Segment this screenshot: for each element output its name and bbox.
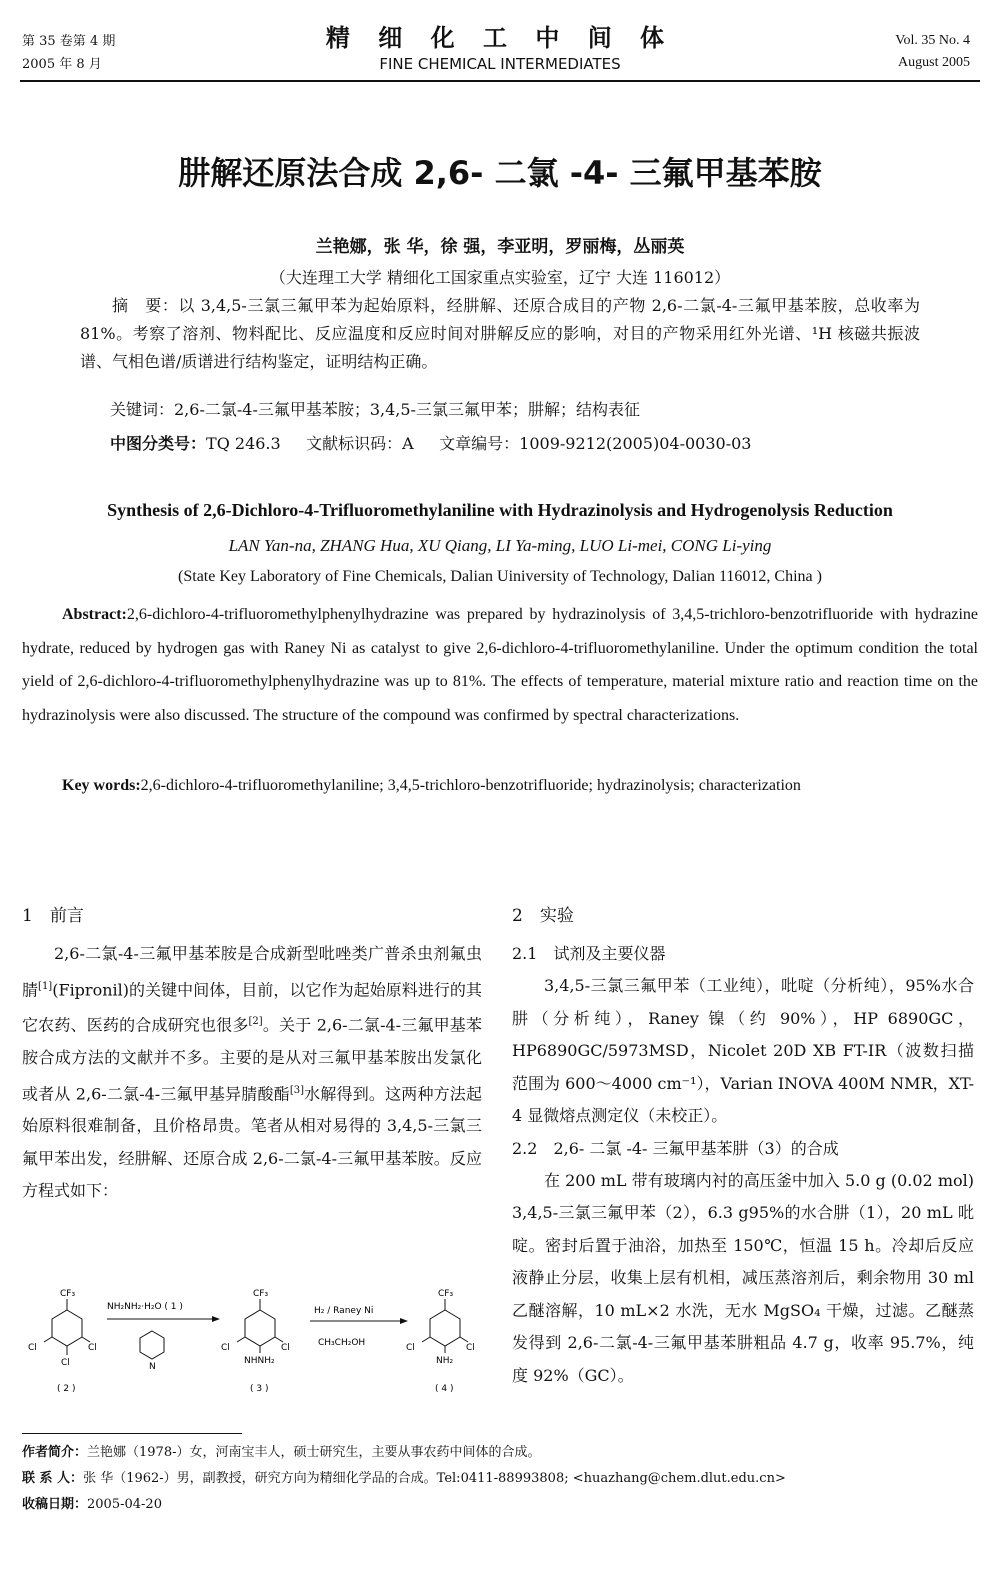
section-1-paragraph <box>22 938 482 1208</box>
keywords-en <box>22 769 978 803</box>
compound-2-cl-right: Cl <box>88 1343 97 1353</box>
compound-2-cl-left: Cl <box>28 1343 37 1353</box>
received-text: 2005-04-20 <box>87 1497 162 1512</box>
paper-title-en: Synthesis of 2,6-Dichloro-4-Trifluoromethylaniline with Hydrazinolysis and Hydrogenolysis Reduction <box>107 500 893 520</box>
author-bio-label: 作者简介： <box>22 1445 88 1460</box>
subsection-2-1-paragraph: 3,4,5-三氯三氟甲苯（工业纯），吡啶（分析纯），95%水合肼（分析纯），Raney 镍（约 90%），HP 6890GC，HP6890GC/5973MSD，Nicolet 20D XB FT-IR（波数扫描范围为 600～4000 cm⁻¹），Varian INOVA 400M NMR，XT-4 显微熔点测定仪（未校正）。 <box>512 976 974 1125</box>
keywords-en-label: Key words: <box>62 777 141 794</box>
keywords-cn: 关键词：2,6-二氯-4-三氟甲基苯胺；3,4,5-三氯三氟甲苯；肼解；结构表征 <box>110 400 640 419</box>
paper-title-cn: 肼解还原法合成 2,6- 二氯 -4- 三氟甲基苯胺 <box>178 154 822 192</box>
article-number-label: 文章编号： <box>439 434 520 453</box>
pyridine-structure <box>140 1331 164 1359</box>
received-date <box>22 1492 982 1518</box>
arrow-2-head <box>400 1318 408 1324</box>
pyridine-n: N <box>149 1362 156 1372</box>
compound-3-nhnh2: NHNH₂ <box>244 1356 275 1366</box>
compound-3-cf3: CF₃ <box>253 1289 269 1299</box>
footnote-divider <box>22 1433 242 1434</box>
intro-text-a: 2,6-二氯-4-三氟甲基苯胺是合成新型吡唑类广普杀虫剂氟虫腈 <box>22 944 482 999</box>
compound-4-nh2: NH₂ <box>436 1356 454 1366</box>
intro-text-b: (Fipronil)的关键中间体，目前，以它作为起始原料进行的其它农药、医药的合成研究也很多 <box>22 979 482 1035</box>
compound-2-cl-bottom: Cl <box>61 1358 70 1368</box>
doc-code-label: 文献标识码： <box>306 434 403 453</box>
section-1-heading: 1 前言 <box>22 906 84 926</box>
keywords-en-text: 2,6-dichloro-4-trifluoromethylaniline; 3,4,5-trichloro-benzotrifluoride; hydrazinolysis; characterization <box>140 777 801 794</box>
received-label: 收稿日期： <box>22 1497 88 1512</box>
compound-2-label: ( 2 ) <box>57 1384 76 1394</box>
affiliation-en: (State Key Laboratory of Fine Chemicals, Dalian Uiniversity of Technology, Dalian 116012, China ) <box>178 568 822 585</box>
abstract-en <box>22 598 978 732</box>
journal-masthead <box>300 18 700 73</box>
abstract-en-label: Abstract: <box>62 606 127 623</box>
intro-text-d: 水解得到。这两种方法起始原料很难制备，且价格昂贵。笔者从相对易得的 3,4,5-三氯三氟甲苯出发，经肼解、还原合成 2,6-二氯-4-三氟甲基苯胺。反应方程式如下： <box>22 1083 482 1201</box>
contact-info <box>22 1466 982 1492</box>
journal-name-cn: 精 细 化 工 中 间 体 <box>325 23 675 52</box>
citation-3[interactable]: [3] <box>289 1084 304 1096</box>
compound-3-cl-right: Cl <box>281 1343 290 1353</box>
header-volume-en <box>895 30 970 74</box>
compound-4-cf3: CF₃ <box>438 1289 454 1299</box>
compound-4-label: ( 4 ) <box>435 1384 454 1394</box>
authors-en: LAN Yan-na, ZHANG Hua, XU Qiang, LI Ya-ming, LUO Li-mei, CONG Li-ying <box>228 536 772 555</box>
affiliation-cn: （大连理工大学 精细化工国家重点实验室，辽宁 大连 116012） <box>269 268 731 287</box>
abstract-cn: 摘 要：以 3,4,5-三氯三氟甲苯为起始原料，经肼解、还原合成目的产物 2,6-二氯-4-三氟甲基苯胺，总收率为 81%。考察了溶剂、物料配比、反应温度和反应时间对肼解反应的影响，对目的产物采用红外光谱、¹H 核磁共振波谱、气相色谱/质谱进行结构鉴定，证明结构正确。 <box>80 296 920 371</box>
compound-2-cf3: CF₃ <box>60 1289 76 1299</box>
reaction-scheme <box>22 1283 492 1403</box>
classification-line <box>110 430 920 458</box>
header-divider <box>20 80 980 82</box>
volume-issue-en: Vol. 35 No. 4 <box>895 33 970 48</box>
footnotes <box>22 1440 982 1518</box>
citation-1[interactable]: [1] <box>38 980 53 992</box>
clc-label: 中图分类号： <box>110 434 207 453</box>
journal-name-en: FINE CHEMICAL INTERMEDIATES <box>379 55 621 73</box>
publish-date-cn: 2005 年 8 月 <box>22 57 102 72</box>
publish-date-en: August 2005 <box>898 55 970 70</box>
solvent-ethanol: CH₃CH₂OH <box>318 1338 366 1348</box>
right-column <box>512 900 974 1392</box>
intro-text-c: 。关于 2,6-二氯-4-三氟甲基苯胺合成方法的文献并不多。主要的是从对三氟甲基苯胺出发氯化或者从 2,6-二氯-4-三氟甲基异腈酸酯 <box>22 1015 482 1103</box>
compound-2-structure <box>44 1299 90 1355</box>
contact-label: 联 系 人： <box>22 1471 84 1486</box>
left-column <box>22 900 482 1208</box>
section-2-heading: 2 实验 <box>512 906 574 926</box>
compound-4-cl-right: Cl <box>466 1343 475 1353</box>
arrow-1-head <box>212 1316 220 1322</box>
authors-cn: 兰艳娜，张 华，徐 强，李亚明，罗丽梅，丛丽英 <box>315 237 685 257</box>
reagent-hydrazine: NH₂NH₂·H₂O ( 1 ) <box>107 1302 183 1312</box>
article-number-value: 1009-9212(2005)04-0030-03 <box>519 434 752 453</box>
clc-value: TQ 246.3 <box>206 434 281 453</box>
compound-4-structure <box>422 1299 468 1353</box>
author-bio <box>22 1440 982 1466</box>
contact-text: 张 华（1962-）男，副教授，研究方向为精细化学品的合成。Tel:0411-88993808; <huazhang@chem.dlut.edu.cn> <box>83 1471 786 1486</box>
compound-3-structure <box>237 1299 283 1353</box>
subsection-2-2-heading: 2.2 2,6- 二氯 -4- 三氟甲基苯肼（3）的合成 <box>512 1138 839 1158</box>
compound-3-label: ( 3 ) <box>250 1384 269 1394</box>
reagent-hydrogen: H₂ / Raney Ni <box>314 1306 374 1316</box>
compound-3-cl-left: Cl <box>221 1343 230 1353</box>
citation-2[interactable]: [2] <box>248 1016 263 1028</box>
compound-4-cl-left: Cl <box>406 1343 415 1353</box>
subsection-2-1-heading: 2.1 试剂及主要仪器 <box>512 944 666 963</box>
author-bio-text: 兰艳娜（1978-）女，河南宝丰人，硕士研究生，主要从事农药中间体的合成。 <box>87 1445 541 1460</box>
abstract-en-text: 2,6-dichloro-4-trifluoromethylphenylhydrazine was prepared by hydrazinolysis of 3,4,5-trichloro-benzotrifluoride with hydrazine hydrate, reduced by hydrogen gas with Raney Ni as catalyst to give 2,6-dichloro-4-trifluoromethylaniline. Under the optimum condition the total yield of 2,6-dichloro-4-trifluoromethylphenylhydrazine was up to 81%. The effects of temperature, material mixture ratio and reaction time on the hydrazinolysis were also discussed. The structure of the compound was confirmed by spectral characterizations. <box>22 606 978 724</box>
volume-issue-cn: 第 35 卷第 4 期 <box>22 34 116 49</box>
subsection-2-2-paragraph: 在 200 mL 带有玻璃内衬的高压釜中加入 5.0 g (0.02 mol) 3,4,5-三氯三氟甲苯（2），6.3 g95%的水合肼（1），20 mL 吡啶。密封后置于油浴，加热至 150℃，恒温 15 h。冷却后反应液静止分层，收集上层有机相，减压蒸溶剂后，剩余物用 30 ml 乙醚溶解，10 mL×2 水洗，无水 MgSO₄ 干燥，过滤。乙醚蒸发得到 2,6-二氯-4-三氟甲基苯肼粗品 4.7 g，收率 95.7%，纯度 92%（GC）。 <box>512 1170 974 1385</box>
doc-code-value: A <box>402 434 414 453</box>
header-volume-cn <box>22 30 115 76</box>
